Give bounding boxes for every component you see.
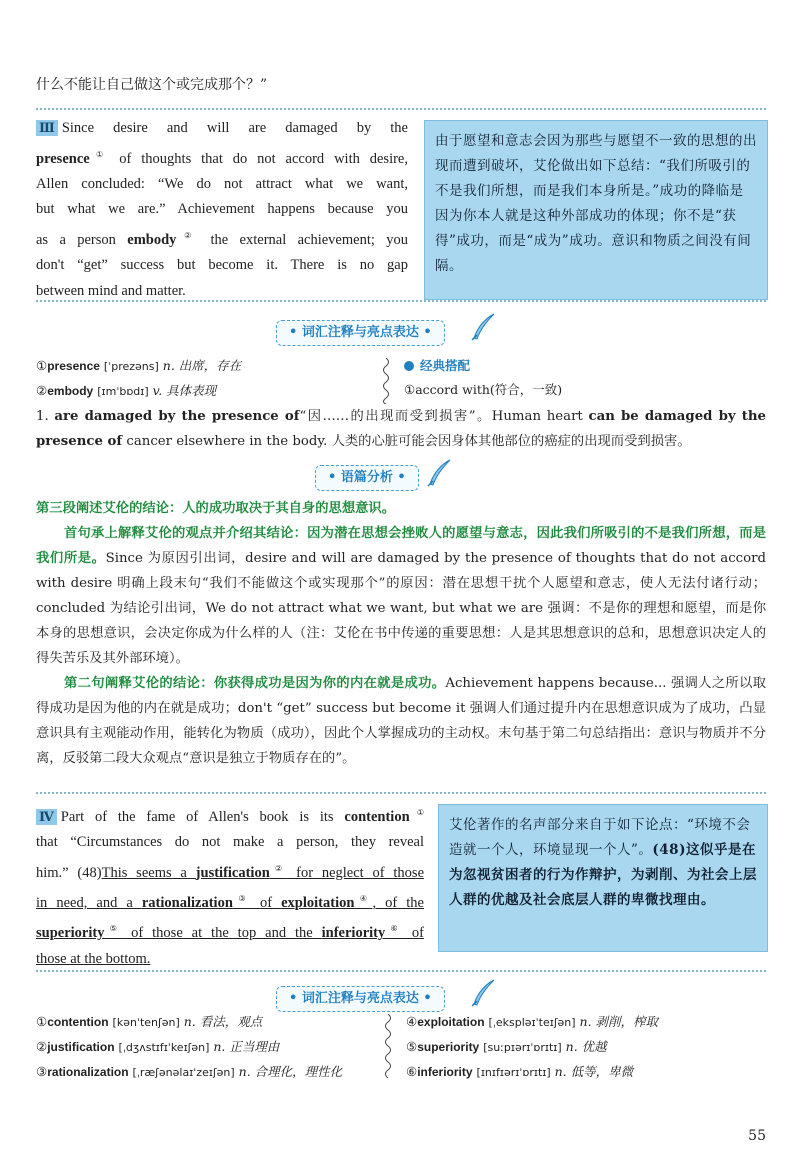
divider — [36, 300, 766, 302]
vocab-item: ②embody [ɪmˈbɒdɪ] v. 具体表现 — [36, 383, 217, 398]
note-paragraph: 1. are damaged by the presence of“因……的出现而受到损害”。Human heart can be damaged by the presence of cancer elsewhere in the body. 人类的心脏可能会因身体其他部位的癌症的出现而受到损害。 — [36, 409, 766, 449]
vocab-list-left — [36, 1010, 376, 1085]
analysis-section — [36, 496, 766, 771]
analysis-banner: • 语篇分析 • — [315, 465, 419, 491]
vocab-item: ⑤superiority [suːpɪərɪˈɒrɪtɪ] n. 优越 — [406, 1039, 607, 1054]
section3-english: Ⅲ Since desire and will are damaged by the presence① of thoughts that do not accord with desire, Allen concluded: “We do not attract what we want, but what we are.” Achievement happens because you as a person embody② the external achievement; you don't “get” success but become it. There is no gap between mind and matter. — [36, 120, 409, 299]
continued-text: 什么不能让自己做这个或完成那个？” — [36, 77, 268, 93]
section4-chinese-translation: 艾伦著作的名声部分来自于如下论点：“环境不会造就一个人，环境显现一个人”。(48)这似乎是在为忽视贫困者的行为作辩护，为剥削、为社会上层人群的优越及社会底层人群的卑微找理由。 — [438, 804, 768, 952]
section-roman-numeral: Ⅳ — [36, 809, 57, 825]
vocab-word-presence: presence — [36, 150, 90, 167]
collocation-box: 经典搭配 ①accord with(符合，一致) — [404, 358, 563, 397]
section4-english: Ⅳ Part of the fame of Allen's book is its contention① that “Circumstances do not make a person, they reveal him.” (48)This seems a justification② for neglect of those in need, and a rationalization③ of exploitation④, of the superiority⑤ of those at the top and the inferiority⑥ of those at the bottom. — [36, 808, 425, 967]
wavy-separator — [382, 1014, 394, 1080]
quill-icon — [468, 978, 498, 1008]
vocab-list-left — [36, 354, 376, 404]
vocab-banner: • 词汇注释与亮点表达 • — [276, 320, 445, 346]
analysis-heading: 第三段阐述艾伦的结论：人的成功取决于其自身的思想意识。 — [36, 501, 396, 516]
analysis-paragraph: 第二句阐释艾伦的结论：你获得成功是因为你的内在就是成功。Achievement happens because... 强调人之所以取得成功是因为他的内在就是成功；don't “get” success but become it 强调人们通过提升内在思想意识成为了成功，凸显意识具有主观能动作用，能转化为物质（成功），因此个人掌握成功的主动权。末句基于第二句总结指出：意识与物质并不分离，反驳第二段大众观点“意识是独立于物质存在的”。 — [36, 676, 766, 766]
vocab-word-embody: embody — [127, 231, 177, 248]
quill-icon — [424, 458, 454, 488]
analysis-paragraph: 首句承上解释艾伦的观点并介绍其结论：因为潜在思想会挫败人的愿望与意志，因此我们所吸引的不是我们所想，而是我们所是。Since 为原因引出词，desire and will are damaged by the presence of thoughts that do not accord with desire 明确上段末句“我们不能做这个或实现那个”的原因：潜在思想干扰个人愿望和意志，使人无法付诸行动；concluded 为结论引出词，We do not attract what we want, but what we are 强调：不是你的理想和愿望，而是你本身的思想意识，会决定你成为什么样的人（注：艾伦在书中传递的重要思想：人是其思想意识的总和，思想意识决定人的得失苦乐及其外部环境）。 — [36, 526, 767, 666]
vocab-item: ①presence [ˈprezəns] n. 出席，存在 — [36, 358, 242, 373]
vocab-item: ⑥inferiority [ɪnɪfɪərɪˈɒrɪtɪ] n. 低等，卑微 — [406, 1064, 634, 1079]
wavy-separator — [380, 358, 392, 404]
section-roman-numeral: Ⅲ — [36, 120, 58, 136]
vocab-banner: • 词汇注释与亮点表达 • — [276, 986, 445, 1012]
page-number: 55 — [748, 1128, 766, 1144]
vocab-item: ②justification [ˌdʒʌstɪfɪˈkeɪʃən] n. 正当理由 — [36, 1039, 280, 1054]
quill-icon — [468, 312, 498, 342]
divider — [36, 108, 766, 110]
divider — [36, 970, 766, 972]
divider — [36, 792, 766, 794]
section3-chinese-translation: 由于愿望和意志会因为那些与愿望不一致的思想的出现而遭到破坏，艾伦做出如下总结：“我们所吸引的不是我们所想，而是我们本身所是。”成功的降临是因为你本人就是这种外部成功的体现；你不是“获得”成功，而是“成为”成功。意识和物质之间没有间隔。 — [424, 120, 768, 300]
bullet-icon — [404, 361, 414, 371]
vocab-item: ①contention [kənˈtenʃən] n. 看法，观点 — [36, 1014, 263, 1029]
vocab-item: ③rationalization [ˌræʃənəlaɪˈzeɪʃən] n. 合理化，理性化 — [36, 1064, 343, 1079]
vocab-item: ④exploitation [ˌekspləɪˈteɪʃən] n. 剥削，榨取 — [406, 1014, 659, 1029]
vocab-list-right — [406, 1010, 746, 1085]
